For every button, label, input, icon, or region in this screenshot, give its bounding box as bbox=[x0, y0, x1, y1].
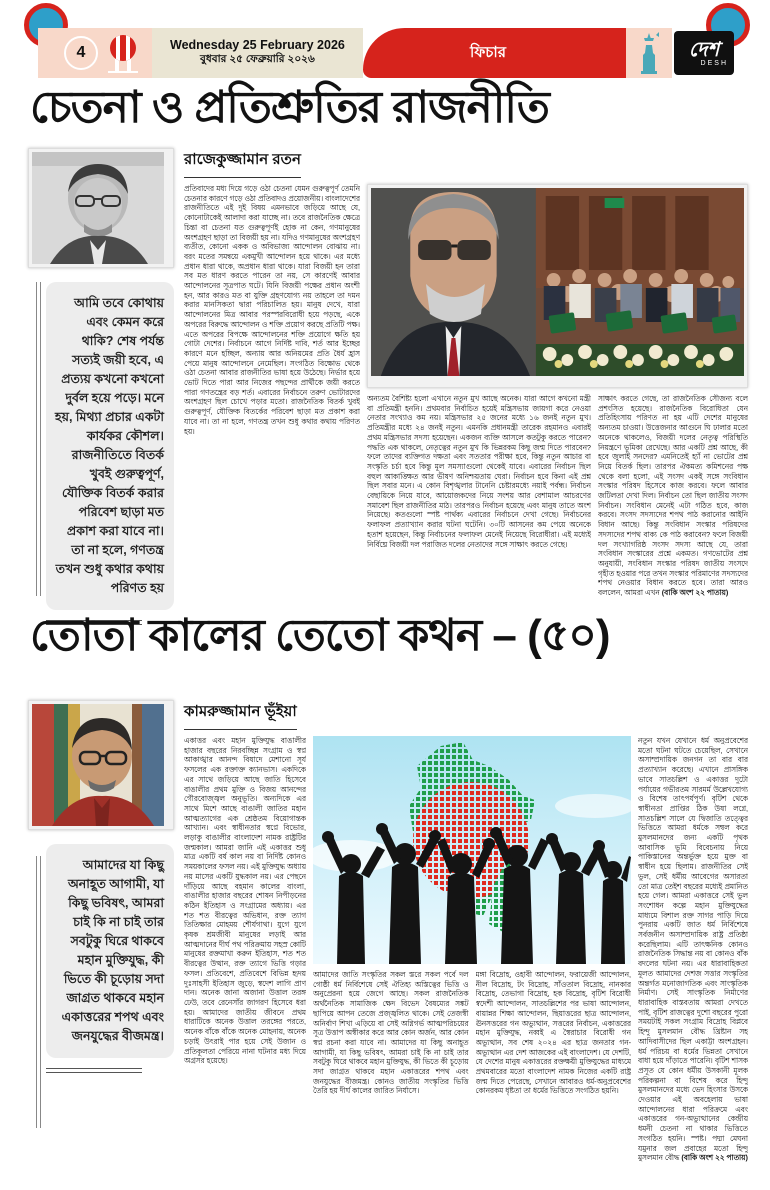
article1-headline: চেতনা ও প্রতিশ্রুতির রাজনীতি bbox=[30, 83, 549, 132]
article2-continuation: (বাকি অংশ ২২ পাতায়) bbox=[681, 1153, 748, 1163]
masthead-left-band bbox=[38, 28, 152, 78]
article2-left-rail bbox=[28, 700, 174, 1168]
article1-pull-quote: আমি তবে কোথায় এবং কেমন করে থাকি? শেষ পর্যন্ত সত্যই জয়ী হবে, এ প্রত্যয় কখনো কখনো দুর্বল হয়ে পড়ে। মনে হয়, মিথ্যা প্রচার একটা কার্যকর কৌশল। রাজনীতিতে বিতর্ক খুবই গুরুত্বপূর্ণ, যৌক্তিক বিতর্ক করার পরিবেশ ছাড়া মত প্রকাশ করা যাবে না। তা না হলে, গণতন্ত্র তখন শুধু কথার কথায় পরিণত হয় bbox=[46, 282, 174, 610]
masthead bbox=[38, 28, 736, 78]
article2-pull-quote: আমাদের যা কিছু অনাহূত আগামী, যা কিছু ভবিষৎ, আমরা চাই কি না চাই তার সবটুকু ঘিরে থাকবে মহান মুক্তিযুদ্ধ, কী ভিতে কী চূড়োয় সদা জাগ্রত থাকবে মহান একাত্তরের শপথ এবং জনযুদ্ধের বীজমন্ত্র। bbox=[46, 844, 174, 1058]
author1-portrait-image bbox=[32, 152, 164, 264]
article1-left-rail bbox=[28, 148, 174, 610]
article2-illustration bbox=[313, 736, 631, 964]
liberation-war-illustration bbox=[313, 736, 631, 964]
article1-continuation: (বাকি অংশ ২২ পাতায়) bbox=[661, 588, 729, 598]
rail-rule bbox=[36, 856, 41, 1128]
article1-body bbox=[28, 148, 748, 610]
article1-main bbox=[184, 148, 748, 610]
author2-portrait-image bbox=[32, 704, 164, 826]
oath-ceremony-photo bbox=[371, 188, 744, 376]
article1-author-portrait bbox=[28, 148, 174, 268]
rail-end-rule bbox=[46, 1068, 142, 1073]
monument-icon bbox=[108, 33, 138, 73]
rail-rule bbox=[36, 282, 41, 596]
statue-of-liberty-icon bbox=[636, 31, 662, 75]
section-label: ফিচার bbox=[470, 43, 506, 61]
logo-latin-text: DESH bbox=[700, 59, 728, 67]
page-number: 4 bbox=[64, 36, 98, 70]
article1-author: রাজেকুজ্জামান রতন bbox=[184, 148, 301, 178]
article2-body bbox=[28, 700, 748, 1168]
article2-main bbox=[184, 700, 748, 1168]
article2-column-2: আমাদের জাতি সংস্কৃতির সকল স্তরে সকল পর্বে দল গোষ্ঠী ধর্ম নির্বিশেষে সেই ঐতিহ্য অস্তিত্বের ভিত্তি ও অনুপ্রেরনা হয়ে জেগে আছে। সকল রাজনৈতিক অর্থনৈতিক সামাজিক ক্ষেদ বিভেদ বৈষম্যের সঙ্কট ছাপিয়ে আপন তেজে প্রজ্জ্বলিত থাকে। সেই তেজস্বী অনির্বাণ শিখা এড়িয়ে বা সেই অগ্নিগর্ভ আত্মপরিচয়ের সূত্র উত্তাপ অস্বীকার করে আর কোন অর্জন, আর কোন স্বপ্ন রচনা করা যাবে না। আমাদের যা কিছু অনাহূত আগামী, যা কিছু ভবিষৎ, আমরা চাই কি না চাই তার সবটুকু ঘিরে থাকবে মহান মুক্তিযুদ্ধ, কী ভিতে কী চূড়োয় সদা জাগ্রত থাকবে মহান একাত্তরের শপথ এবং জনযুদ্ধের বীজমন্ত্র। কোনও জাতীয় সংস্কৃতির ভিত্তি তৈরি হয় দীর্ঘ কালের জারিত নির্যাসে। bbox=[313, 970, 469, 1096]
article1-column-1: প্রতিবাদের মধ্য দিয়ে গড়ে ওঠা চেতনা যেমন গুরুত্বপূর্ণ তেমনি চেতনার কারণে গড়ে ওঠা প্রতিবাদও প্রয়োজনীয়। বাংলাদেশের রাজনীতিতে এই দুই বিষয় এমনভাবে জড়িয়ে আছে যে, কোনোটাকেই আলাদা করা যাচ্ছে না। তবে রাজনৈতিক ক্ষেত্রে চিন্তা বা চেতনা যত গুরুত্বপূর্ণই হোক না কেন, গণমানুষের অংশগ্রহণ ছাড়া তা বিজয়ী হয় না। যদিও গণমানুষের অংশগ্রহণ ব্যতীত, কোনো একক ও অবিভাজ্য আন্দোলন বোঝায় না। বরং মতের সমন্বয়ে একমুখী আন্দোলন হয়ে থাকে। এর মধ্যে প্রধান ধারা থাকে, অপ্রধান ধারা থাকে। যারা বিজয়ী হন তারা সব মত ধারণ করতে পারেন তা নয়, সে কারণেই আবার আন্দোলনের সূত্রপাত ঘটে। যিনি বিজয়ী পক্ষের প্রধান অংশী হন, আর কারও মত বা যুক্তি গ্রহণযোগ্য নয় তাহলে তা দমন করার মানসিকতা দ্বারা পরিচালিত হয়। মানুষ দেখে, যারা আন্দোলনের মিত্র আবার পরস্পরবিরোধী হয়ে পড়ছে, একে অপরের বিরুদ্ধে আন্দোলন ও শক্তি প্রয়োগ করছে প্রতিটি পক্ষ। এতে অপরের বিপক্ষে আন্দোলনের শক্তি প্রয়োগে ক্ষতি হয় গোটা দেশের। নির্বাচনে আগে নির্দিষ্ট দাবি, শর্ত আর ইচ্ছের কারণে মনে হচ্ছিল, অন্যায় আর অনিয়মের প্রতি ধৈর্য হ্রাস পেয়ে মানুষ আন্দোলনে নেমেছিল। সংগঠিত বিক্ষোভ থেকে ওঠা চেতনা আবার রাজনীতির ভাষা হয়ে উঠেছে। নির্ভার হয়ে ভোট দিতে পারা আর নিজের পছন্দের প্রার্থীকে জয়ী করতে পারা গণতন্ত্রের বড় শর্ত। এবারের নির্বাচনে তরুণ ভোটারদের অংশগ্রহণ ছিল চোখে পড়ার মতো। রাজনৈতিক বিতর্ক খুবই গুরুত্বপূর্ণ, যৌক্তিক বিতর্কের পরিবেশ ছাড়া মত প্রকাশ করা যাবে না। তা না হলে, গণতন্ত্র তখন শুধু কথার কথায় পরিণত হয়। bbox=[184, 184, 360, 436]
article2-author: কামরুজ্জামান ভূঁইয়া bbox=[184, 700, 297, 730]
logo-bengali-text: দেশ bbox=[688, 38, 720, 61]
article2-column-3: মঙ্গা বিদ্রোহ, ওহাবী আন্দোলন, ফরায়েজী আন্দোলন, নীল বিদ্রোহ, টং বিদ্রোহ, সাঁওতাল বিদ্রোহ, নানকার বিদ্রোহ, তেভাগা বিদ্রোহ, হক বিদ্রোহ, বৃটিশ বিরোধী স্বদেশী আন্দোলন, সাতচল্লিশের পর ভাষা আন্দোলন, বায়ান্নর শিক্ষা আন্দোলন, ছিয়াত্তরের ছাত্র আন্দোলন, ঊনসত্তরের গন অভ্যুত্থান, সত্তরের নির্বাচন, একাত্তরের মহান মুক্তিযুদ্ধ, নব্বই এ স্বৈরাচার বিরোধী গন অভ্যুত্থান, সব শেষ ২০২৪ এর ছাত্র জনতার গন-অভ্যুত্থান এর দেশ আজকের এই বাংলাদেশ। যে দেশটি, যে দেশের মানুষ একাত্তরের রক্তক্ষয়ী মুক্তিযুদ্ধের মাধ্যমে প্রথমবারের মতো বাংলাদেশ নামক নিজের একটি রাষ্ট্র জন্ম দিতে পেরেছে, সেখানে আবারও ধর্ম-অনুপ্রবেশের কোনরকম ধৃষ্টতা তা ধর্মের ভিত্তিতে সংগঠিত হয়নি। bbox=[475, 970, 631, 1096]
article2-headline: তোতা কালের তেতো কথন – (৫০) bbox=[30, 611, 610, 660]
article2-column-4-text: নতুন যখন যেখানে ধর্ম অনুপ্রবেশের মতো ঘটনা ঘটতে চেয়েছিল, সেখানে অসাম্প্রদায়িক জনগন তা বার বার প্রত্যাখ্যান করেছে। এখানে প্রাসঙ্গিক ভাবে সাতচল্লিশ ও একাত্তর দুটো পর্যায়ের গভীরতম সারমর্ম উল্লেখযোগ্য ও বিশেষ তাৎপর্যপূর্ণ। বৃটিশ থেকে স্বাধীনতা প্রাপ্তির ঠিক উষা লগ্নে, সাতচল্লিশ সালে যে দ্বিজাতি তত্ত্বের ভিত্তিতে আমরা ধর্মকে সম্বল করে মুসলমানদের জন্য একটি পৃথক আবাসিক ভূমি বিবেচনায় নিয়ে পাকিস্তানের অন্তর্ভুক্ত হয়ে মুক্ত বা স্বাধীন হয়ে ছিলাম। রাজনীতির সেই ভুল, সেই ধর্মীয় আবেগের অসারতা তো মাত্র তেইশ বছরের মধ্যেই প্রমানিত হয়ে গেল। আমরা একাত্তরে সেই ভুল সংশোধন কল্পে মহান মুক্তিযুদ্ধের মাধ্যমে বিশাল রক্ত সাগর পাড়ি দিয়ে পুনরায় একটি জাত ধর্ম নির্বিশেষে সর্বজনীন অসাম্প্রদায়িক রাষ্ট্র প্রতিষ্ঠা করেছিলাম। এটি তাৎক্ষনিক কোনও রাজনৈতিক সিদ্ধান্ত নয় বা কোনও বাঁক বদলের ঘটনা নয়। এর ধারাবাহিকতা মূলত আমাদের দেশজ সত্তার সংস্কৃতির অন্তর্গত মনোজাগতিক এবং সাংস্কৃতিক নির্মাণ। সেই সাংস্কৃতিক নির্মাণের ধারাবাহিক বাস্তবতায় আমরা দেখতে পাই, বৃটিশ রাজত্বের দুশো বছরের পুরো সময়টাই সকল সংগ্রাম বিদ্রোহ বিপ্লবে হিন্দু মুসলমান বৌদ্ধ খ্রিষ্টান সহ আদিবাসীদের ছিল একাট্টা অংশগ্রহন। ধর্ম পরিচয় বা ধর্মের ভিন্নতা সেখানে বাধা হয়ে দাঁড়াতে পারেনি। বৃটিশ শাসক প্রসূত যে কোন ধর্মীয় উসকানী মূলক পরিকল্পনা বা বিশেষ করে হিন্দু মুসলমানদের মধ্যে ভেদ হিংসার উসকে দেওয়ার এই অবহেলায় ভাষা আন্দোলনের ধারা পরিক্রমে এবং একাত্তরের গন-অভ্যুত্থানের কেন্দ্রীয় ধমনী চেতনা না থাকার ভিত্তিতে সংগঠিত হয়নি। স্পষ্ট। পদ্মা মেঘনা যমুনার জল প্রবাহের মতো হিন্দু মুসলমান বৌদ্ধ bbox=[638, 736, 748, 1163]
date-bengali: বুধবার ২৫ ফেব্রুয়ারি ২০২৬ bbox=[200, 52, 315, 65]
date-block bbox=[152, 28, 363, 78]
article1-news-photo bbox=[367, 184, 748, 388]
article1-column-2: অন্যতম বৈশিষ্ট্য হলো এখানে নতুন মুখ আছে অনেক। যারা আগে কখনো মন্ত্রী বা প্রতিমন্ত্রী হননি। প্রথমবার নির্বাচিত হয়েই মন্ত্রিসভায় জায়গা করে নেওয়া নেতার সংখ্যাও কম নয়। মন্ত্রিসভার ২৫ জনের মধ্যে ১৬ জনই নতুন মুখ। প্রতিমন্ত্রীর মধ্যে ২৪ জনই নতুন। এমনকি প্রধানমন্ত্রী তারেক রহমানও এবারই প্রথম মন্ত্রিসভার সদস্য হয়েছেন। একজন ব্যক্তি আসলে কতটুকু করতে পারেন? পদ্ধতি এক থাকলে, নেতৃত্বের নতুন মুখ কি ভিন্নরকম কিছু জন্ম দিতে পারবেন? ফলে তাদের ব্যক্তিগত দক্ষতা এবং সততার পরীক্ষা হবে, কিন্তু নতুন আচার বা সংস্কৃতি চর্চা হবে কিন্তু মূল সমস্যাগুলো থেকেই যাবে। এবারের নির্বাচন ছিল বহুল আকাঙ্ক্ষিত আর ভীষণ অনিশ্চয়তায় ঘেরা। নির্বাচন হবে কিনা এই প্রশ্ন ছিল সবার মনে। এ কোন বিশৃঙ্খলার টানেনি চেষ্টারমধ্যে নয়াই পর্বন্ধ। নির্বাচন বেছায়িকে নিয়ে যাবে, আয়োজকদের নিয়ে সংশয় আর বেশামাল আচরণের সমাবেশ ছিল রাজনীতির মাঠ। তারপরও নির্বাচন হয়েছে এবং মানুষ তাতে অংশ নিয়েছে। কতগুলো স্পষ্ট পার্থক্য এবারের নির্বাচনে দেখা গেছে। নির্বাচনের ফলাফল প্রত্যাখ্যান করার ঘটনা ঘটেনি। ৩০টি আসনের কম পেয়ে অনেকে হতাশ হয়েছেন, কিন্তু নির্বাচনের ফলাফল মেনেই নিয়েছে বিরোধীরা। এই মধ্যেই নির্বিঘ্নে বিজয়ী দল পরাজিত দলের নেতাদের সঙ্গে সাক্ষাৎ করতে গেছে। bbox=[367, 394, 591, 549]
article1-column-3-text: সাক্ষাৎ করতে গেছে, তা রাজনৈতিক সৌজন্য বলে প্রশংসিত হয়েছে। রাজনৈতিক বিরোধিতা যেন প্রতিহিংসায় পরিণত না হয় এটি দেশের মানুষের অন্যতম চাওয়া। উত্তেজনার আগুনে ঘি ঢালার মতো অনেকে থাকলেও, বিজয়ী দলের নেতৃত্ব পরিস্থিতি নিয়ন্ত্রণে ভূমিকা রেখেছে। আর একটি প্রশ্ন আছে, কী হবে জুলাই সনদের? এমনিতেই হ্যাঁ না ভোটের প্রশ্ন নিয়ে বিতর্ক ছিল। তারপর ঐকমত্য কমিশনের পক্ষ থেকে বলা হলো, এই সংসদ একই সঙ্গে সংবিধান সংস্কার পরিষদ হিসেবে কাজ করবে। ফলে আবার জটিলতা দেখা দিল। নির্বাচন তো ছিল জাতীয় সংসদ নির্বাচন। সংবিধান মেনেই এটা গঠিত হবে, কাজ করবে। সংসদ সদস্যদের শপথ পাঠ করানোর আইনি বিধান আছে। কিন্তু সংবিধান সংস্কার পরিষদের সদস্যদের শপথ বাক্য কে পাঠ করাবেন? ফলে বিজয়ী দল সংখ্যাগরিষ্ঠ সংসদ সদস্য আছে যে, তারা সংবিধান সংস্কারের প্রশ্নে একমত। গণভোটের প্রশ্ন অনুযায়ী, সংবিধান সংস্কার পরিষদ জাতীয় সংসদে গৃহীত হওয়ার পরে তখন সংস্কার পরিমাণের সদস্যদের শপথ নেওয়ার বিধান করতে হবে। তারা আরও বললেন, আমরা এখন bbox=[598, 394, 748, 598]
article2-column-1: একাত্তর এবং মহান মুক্তিযুদ্ধ বাঙালীর হাজার বছরের নিরবচ্ছিন্ন সংগ্রাম ও স্বপ্ন আকাঙ্খার আনন্দ বিষাদে মেশানো সূর্য ফসলের এক রক্তাক্ত ক্যানভাস। একদিকে এর সাথে জড়িয়ে আছে জাতি হিসেবে বাঙালীর প্রথম মুক্তি ও বিজয় আনন্দের গৌরবোজ্জ্বল অনুভূতি। অন্যদিকে এর সাথে মিশে আছে বাঙালী জাতির মহান আত্মত্যাগের এক শ্রেষ্ঠতম বিয়োগান্তক আখ্যান। এবং স্বাধীনতার স্বপ্নে বিভোর, লড়াকু বাঙালীর বাংলাদেশ নামক রাষ্ট্রটির জন্মকাল। আমরা জানি এই একাত্তর শুধু মাত্র একটি বর্ষ কাল নয় বা নির্দিষ্ট কোনও সময়কালের ফসল নয়। এই মুক্তিযুদ্ধ অধ্যায় নয় মাসের একটি যুদ্ধকাল নয়। এর পেছনে দাঁড়িয়ে আছে বহমান কালের বাংলা, বাঙালীর হাজার বছরের শোষন নিপীড়নের কঠিন ইতিহাস ও সংগ্রামের অধ্যায়। এর শত শত বীরত্বের অভিধান, রক্ত ত্যাগ তিতিক্ষার মোহময় শৌর্যগাথা। যুগে যুগে কৃষক শ্রমজীবী মানুষের লড়াই আর আত্মদানের দীর্ঘ পথ পরিক্রমায় সহস্র কোটি মানুষের রক্তমাখা করুন ইতিহাস, শত শত বীরত্বের উত্থান, রক্ত ত্যাগে ভিত্তি গড়ার ফসল। প্রতিবেশে, প্রতিবেশে বিভিন্ন হৃদয় দুঃসাহসী ইতিহাস জুড়ে, স্বদেশ লাগি প্রাণ দান। অনেক জানা অজানা উত্তাল তরঙ্গ ঢেউ, তবে রেনেসাঁর জাগরণ হিসেবে ধরা হয়। আমাদের জাতীয় জীবনে প্রথম ধারাটিকে অনেক উত্তাল তরঙ্গের পরতে, অনেক বাঁকে বাঁকে অনেক মোহনায়, অনেক চড়াই উৎরাই পার হয়ে সেই উজান ও প্রতিকূলতা পেরিয়ে নানা ঘটনার মধ্য দিয়ে অগ্রসর হয়েছে। bbox=[184, 736, 306, 1066]
masthead-right-band bbox=[626, 28, 672, 78]
date-english: Wednesday 25 February 2026 bbox=[170, 37, 345, 52]
article2-column-4 bbox=[638, 736, 748, 1168]
section-band bbox=[363, 28, 626, 78]
article1-column-3 bbox=[598, 394, 748, 610]
article2-author-portrait bbox=[28, 700, 174, 830]
newspaper-logo bbox=[674, 31, 734, 75]
